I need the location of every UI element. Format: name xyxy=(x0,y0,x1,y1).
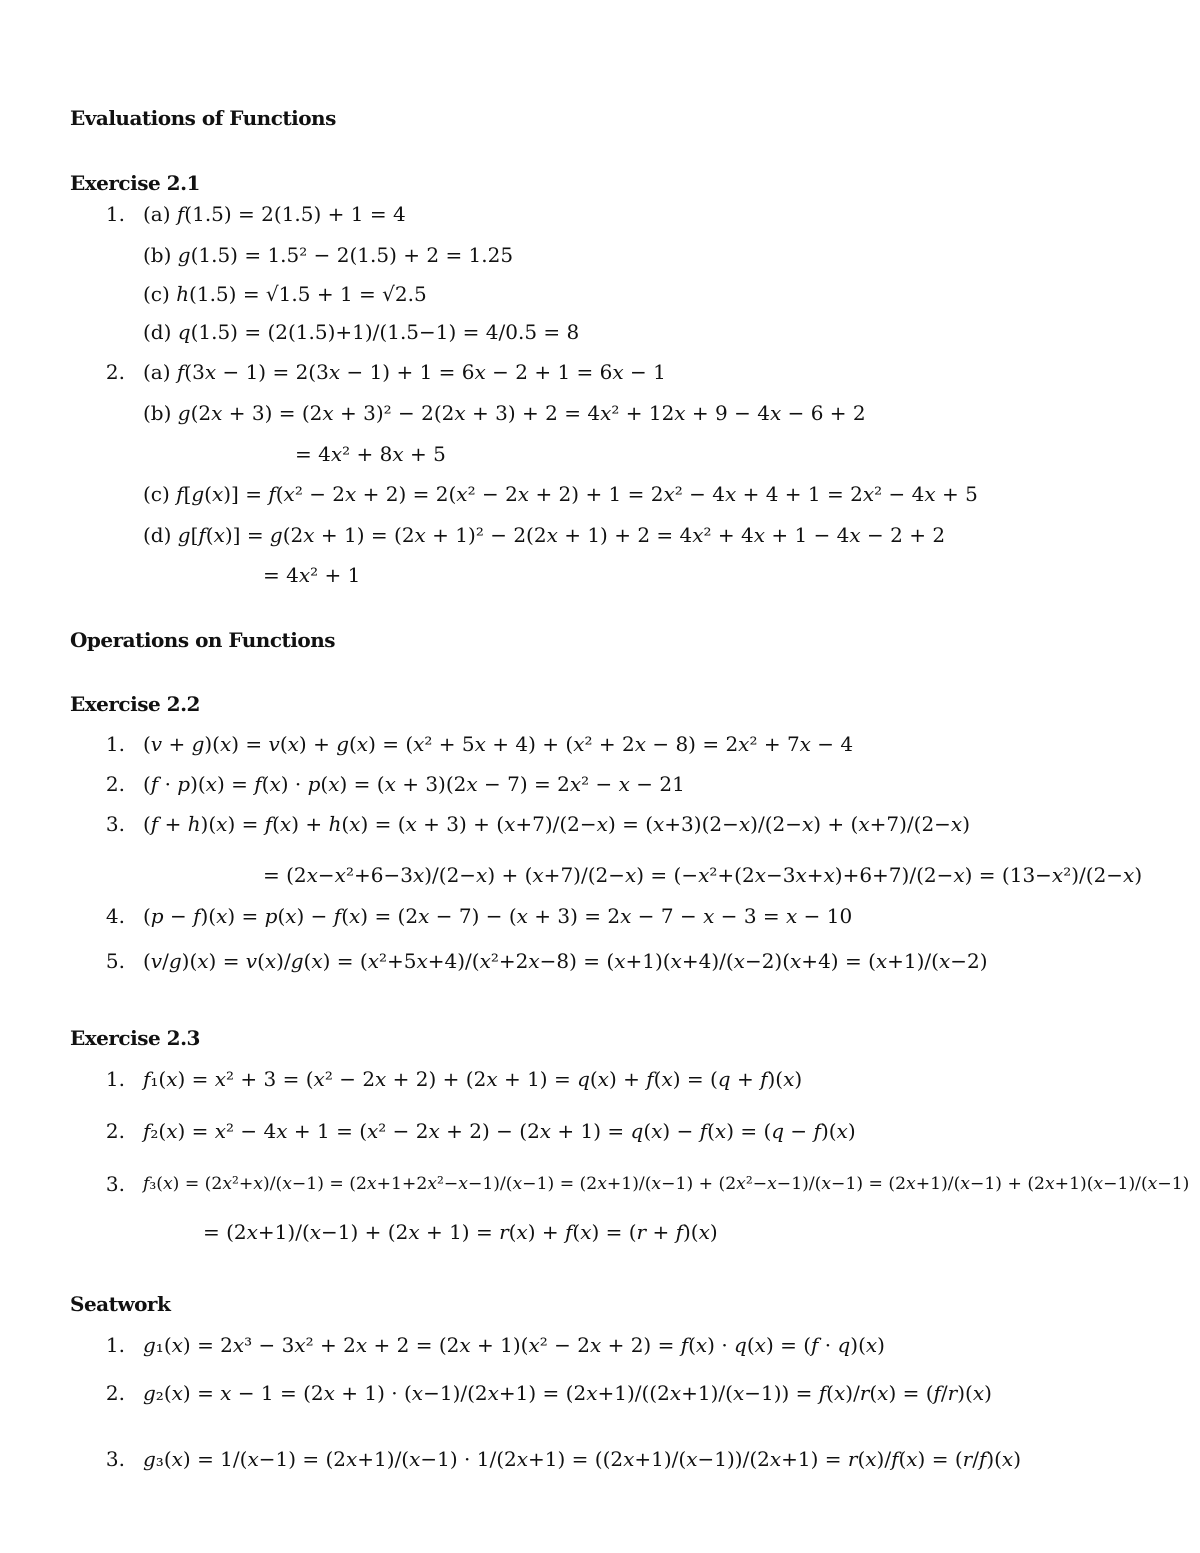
document-page: Evaluations of Functions Exercise 2.1 Operations on Functions Exercise 2.2 Exercise 2.3 Seatwork 1. (a) 𝑓(1.5) = 2(1.5) + 1 = 4 (b) 𝑔(1.5) = 1.5² − 2(1.5) + 2 = 1.25 (c) ℎ(1.5) = √1.5 + 1 = √2.5 (d) 𝑞(1.5) = (2(1.5)+1)/(1.5−1) = 4/0.5 = 8 2. (a) 𝑓(3𝑥 − 1) = 2(3𝑥 − 1) + 1 = 6𝑥 − 2 + 1 = 6𝑥 − 1 (b) 𝑔(2𝑥 + 3) = (2𝑥 + 3)² − 2(2𝑥 + 3) + 2 = 4𝑥² + 12𝑥 + 9 − 4𝑥 − 6 + 2 = 4𝑥² + 8𝑥 + 5 (c) 𝑓[𝑔(𝑥)] = 𝑓(𝑥² − 2𝑥 + 2) = 2(𝑥² − 2𝑥 + 2) + 1 = 2𝑥² − 4𝑥 + 4 + 1 = 2𝑥² − 4𝑥 + 5 (d) 𝑔[𝑓(𝑥)] = 𝑔(2𝑥 + 1) = (2𝑥 + 1)² − 2(2𝑥 + 1) + 2 = 4𝑥² + 4𝑥 + 1 − 4𝑥 − 2 + 2 = 4𝑥² + 1 1. (𝑣 + 𝑔)(𝑥) = 𝑣(𝑥) + 𝑔(𝑥) = (𝑥² + 5𝑥 + 4) + (𝑥² + 2𝑥 − 8) = 2𝑥² + 7𝑥 − 4 2. (𝑓 · 𝑝)(𝑥) = 𝑓(𝑥) · 𝑝(𝑥) = (𝑥 + 3)(2𝑥 − 7) = 2𝑥² − 𝑥 − 21 3. (𝑓 + ℎ)(𝑥) = 𝑓(𝑥) + ℎ(𝑥) = (𝑥 + 3) + (𝑥+7)/(2−𝑥) = (𝑥+3)(2−𝑥)/(2−𝑥) + (𝑥+7)/(2−𝑥) = (2𝑥−𝑥²+6−3𝑥)/(2−𝑥) + (𝑥+7)/(2−𝑥) = (−𝑥²+(2𝑥−3𝑥+𝑥)+6+7)/(2−𝑥) = (13−𝑥²)/(2−𝑥) 4. (𝑝 − 𝑓)(𝑥) = 𝑝(𝑥) − 𝑓(𝑥) = (2𝑥 − 7) − (𝑥 + 3) = 2𝑥 − 7 − 𝑥 − 3 = 𝑥 − 10 5. (𝑣/𝑔)(𝑥) = 𝑣(𝑥)/𝑔(𝑥) = (𝑥²+5𝑥+4)/(𝑥²+2𝑥−8) = (𝑥+1)(𝑥+4)/(𝑥−2)(𝑥+4) = (𝑥+1)/(𝑥−2) 1. 𝑓₁(𝑥) = 𝑥² + 3 = (𝑥² − 2𝑥 + 2) + (2𝑥 + 1) = 𝑞(𝑥) + 𝑓(𝑥) = (𝑞 + 𝑓)(𝑥) 2. 𝑓₂(𝑥) = 𝑥² − 4𝑥 + 1 = (𝑥² − 2𝑥 + 2) − (2𝑥 + 1) = 𝑞(𝑥) − 𝑓(𝑥) = (𝑞 − 𝑓)(𝑥) 3. 𝑓₃(𝑥) = (2𝑥²+𝑥)/(𝑥−1) = (2𝑥+1+2𝑥²−𝑥−1)/(𝑥−1) = (2𝑥+1)/(𝑥−1) + (2𝑥²−𝑥−1)/(𝑥−1) = (2𝑥+1)/(𝑥−1) + (2𝑥+1)(𝑥−1)/(𝑥−1) = (2𝑥+1)/(𝑥−1) + (2𝑥 + 1) = 𝑟(𝑥) + 𝑓(𝑥) = (𝑟 + 𝑓)(𝑥) 1. 𝑔₁(𝑥) = 2𝑥³ − 3𝑥² + 2𝑥 + 2 = (2𝑥 + 1)(𝑥² − 2𝑥 + 2) = 𝑓(𝑥) · 𝑞(𝑥) = (𝑓 · 𝑞)(𝑥) 2. 𝑔₂(𝑥) = 𝑥 − 1 = (2𝑥 + 1) · (𝑥−1)/(2𝑥+1) = (2𝑥+1)/((2𝑥+1)/(𝑥−1)) = 𝑓(𝑥)/𝑟(𝑥) = (𝑓/𝑟)(𝑥) 3. 𝑔₃(𝑥) = 1/(𝑥−1) = (2𝑥+1)/(𝑥−1) · 1/(2𝑥+1) = ((2𝑥+1)/(𝑥−1))/(2𝑥+1) = 𝑟(𝑥)/𝑓(𝑥) = (𝑟/𝑓)(𝑥) xyxy=(70,106,1190,1471)
heading-exercise-2-3: Exercise 2.3 xyxy=(70,1026,200,1050)
heading-exercise-2-2: Exercise 2.2 xyxy=(70,692,200,716)
heading-operations: Operations on Functions xyxy=(70,628,335,652)
heading-exercise-2-1: Exercise 2.1 xyxy=(70,171,200,195)
heading-seatwork: Seatwork xyxy=(70,1292,171,1316)
heading-evaluations: Evaluations of Functions xyxy=(70,106,336,130)
